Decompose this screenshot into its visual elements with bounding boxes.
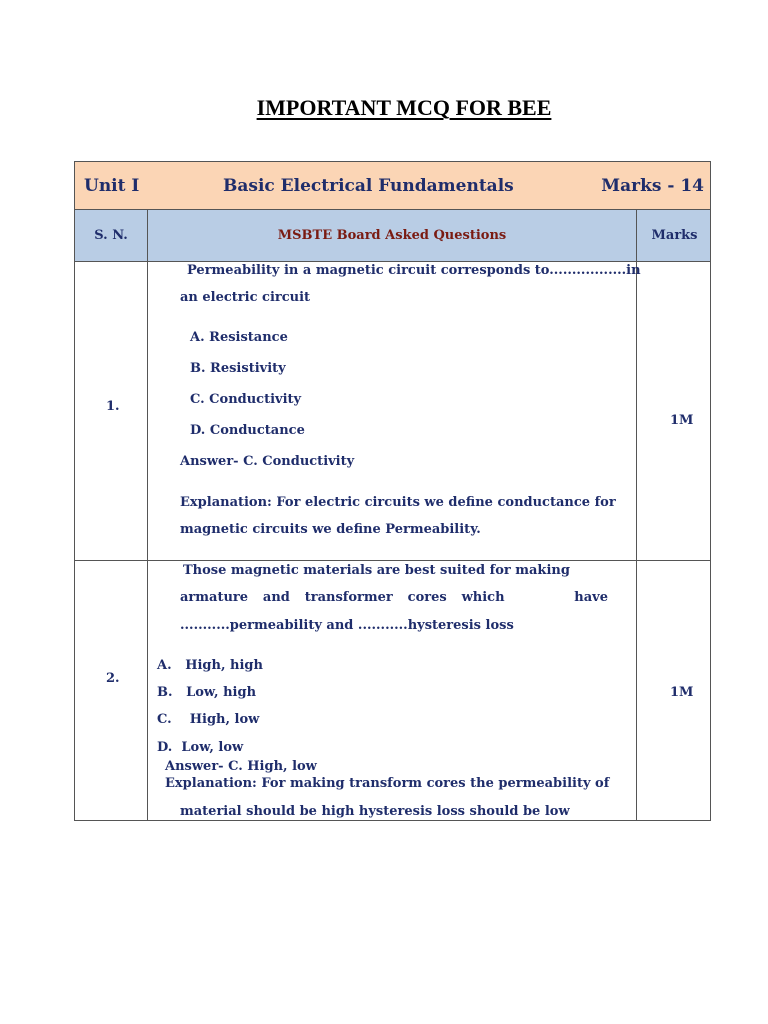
question-text bbox=[180, 590, 608, 605]
header-marks: Marks bbox=[651, 228, 698, 243]
option-c: C. High, low bbox=[157, 712, 260, 727]
question-text: Those magnetic materials are best suited for making bbox=[183, 563, 570, 578]
question-text: ...........permeability and ...........hysteresis loss bbox=[180, 618, 514, 633]
explanation-text: magnetic circuits we define Permeability. bbox=[180, 522, 481, 537]
question-word: have bbox=[574, 590, 608, 605]
question-word: transformer bbox=[304, 590, 393, 605]
answer-text: Answer- C. Conductivity bbox=[180, 454, 355, 469]
question-word: and bbox=[262, 590, 290, 605]
row-sn: 1. bbox=[106, 399, 120, 414]
header-sn: S. N. bbox=[94, 228, 128, 243]
row-divider bbox=[75, 560, 710, 561]
option-b: B. Resistivity bbox=[190, 361, 286, 376]
table-header-row bbox=[75, 210, 710, 261]
column-divider bbox=[147, 210, 148, 820]
question-word bbox=[519, 590, 559, 605]
row-marks: 1M bbox=[670, 413, 694, 428]
explanation-text: material should be high hysteresis loss should be low bbox=[180, 804, 570, 819]
option-b: B. Low, high bbox=[157, 685, 257, 700]
question-word: which bbox=[461, 590, 505, 605]
question-text: an electric circuit bbox=[180, 290, 311, 305]
row-marks: 1M bbox=[670, 685, 694, 700]
question-text: Permeability in a magnetic circuit corresponds to.................in bbox=[187, 263, 641, 278]
unit-topic: Basic Electrical Fundamentals bbox=[223, 175, 514, 196]
option-a: A. High, high bbox=[157, 658, 263, 673]
header-question: MSBTE Board Asked Questions bbox=[277, 228, 507, 243]
unit-header-bar bbox=[74, 161, 711, 210]
explanation-text: Explanation: For electric circuits we define conductance for bbox=[180, 495, 616, 510]
question-word: cores bbox=[407, 590, 447, 605]
option-d: D. Conductance bbox=[190, 423, 305, 438]
row-sn: 2. bbox=[106, 671, 120, 686]
option-a: A. Resistance bbox=[190, 330, 288, 345]
answer-text: Answer- C. High, low bbox=[165, 759, 317, 774]
row-divider bbox=[75, 261, 710, 262]
question-word: armature bbox=[180, 590, 249, 605]
document-title: IMPORTANT MCQ FOR BEE bbox=[256, 95, 552, 120]
option-d: D. Low, low bbox=[157, 740, 244, 755]
explanation-text: Explanation: For making transform cores the permeability of bbox=[165, 776, 610, 791]
unit-label: Unit I bbox=[84, 175, 140, 196]
mcq-table bbox=[74, 210, 711, 821]
option-c: C. Conductivity bbox=[190, 392, 302, 407]
column-divider bbox=[636, 210, 637, 820]
unit-marks: Marks - 14 bbox=[601, 175, 704, 196]
